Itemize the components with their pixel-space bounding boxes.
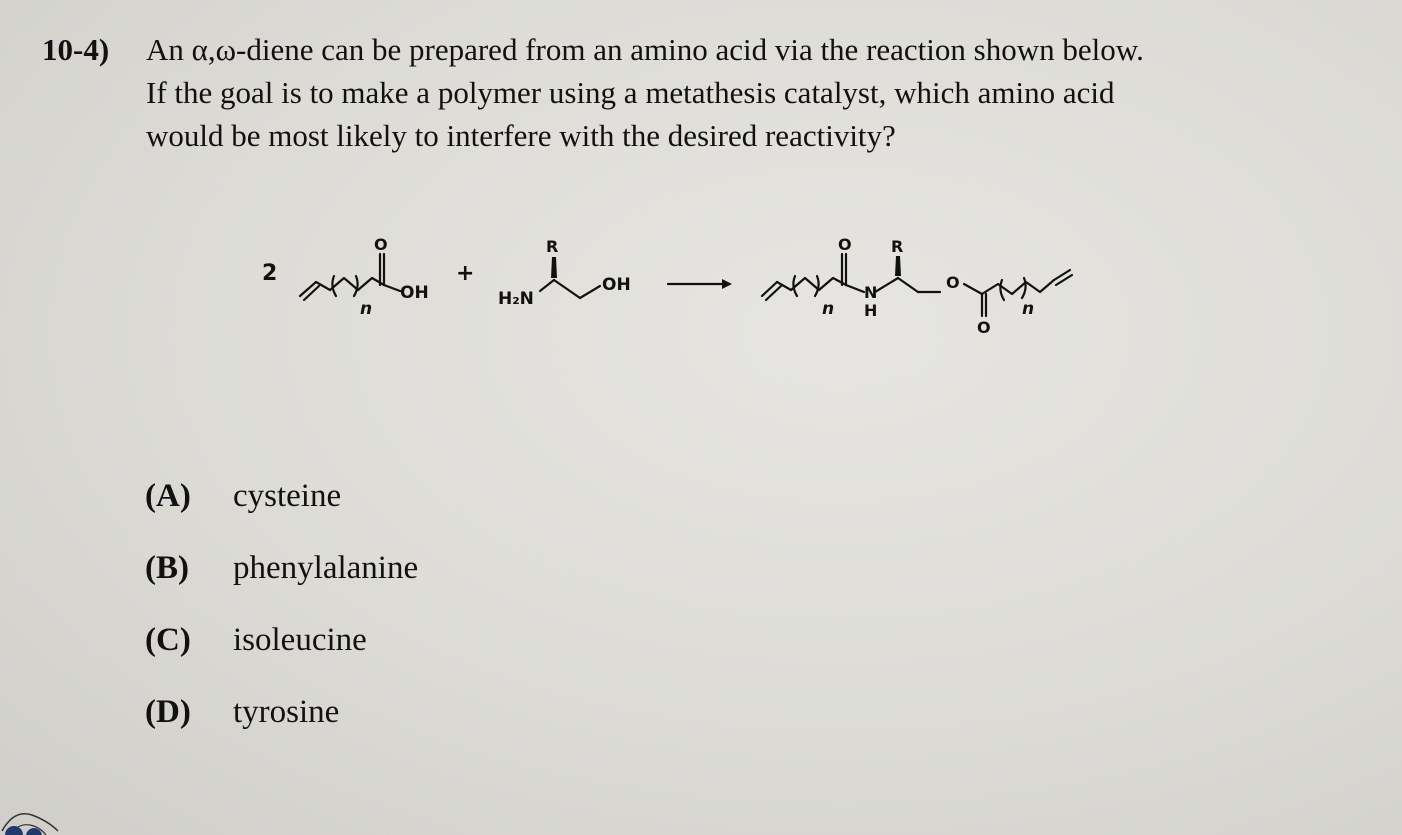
amine-r-label: R [546, 237, 559, 256]
product-amide-n: N [864, 283, 878, 302]
amine-h2n-label: H₂N [498, 289, 534, 309]
acid-repeat-n: n [360, 299, 373, 319]
product-amide-h: H [864, 301, 878, 320]
product-wedge [895, 256, 901, 276]
acid-skeleton [300, 254, 400, 300]
choice-a[interactable] [145, 478, 645, 550]
reaction-arrow-head [722, 279, 732, 289]
answer-choices [145, 478, 645, 766]
choice-b-text: phenylalanine [233, 550, 419, 586]
question-text [146, 28, 1326, 157]
product-r-label: R [891, 237, 904, 256]
amine-wedge [551, 257, 557, 278]
reaction-scheme [250, 222, 1090, 352]
product-right-paren-close [1022, 278, 1026, 298]
amine-oh-label: OH [602, 275, 631, 295]
choice-d-letter: (D) [145, 694, 191, 730]
product-repeat-n-left: n [822, 299, 835, 319]
choice-c-letter: (C) [145, 622, 191, 658]
product-ester-o: O [946, 273, 960, 292]
choice-b-letter: (B) [145, 550, 189, 586]
product-right-paren-open [1000, 280, 1004, 300]
product-ester-carbonyl-o: O [977, 318, 991, 337]
choice-c-text: isoleucine [233, 622, 367, 658]
acid-carbonyl-o: O [374, 235, 388, 254]
question-line-1: An α,ω-diene can be prepared from an amino acid via the reaction shown below. [146, 32, 1144, 67]
choice-b[interactable] [145, 550, 645, 622]
corner-doodle-icon [0, 795, 70, 835]
product-carbonyl-o: O [838, 235, 852, 254]
choice-a-text: cysteine [233, 478, 342, 514]
product-repeat-n-right: n [1022, 299, 1035, 319]
choice-d-text: tyrosine [233, 694, 340, 730]
coefficient-label: 2 [262, 261, 278, 286]
question-number: 10-4) [42, 32, 110, 67]
choice-a-letter: (A) [145, 478, 191, 514]
acid-oh-label: OH [400, 283, 429, 303]
reaction-scheme-drawing [250, 222, 1090, 352]
choice-d[interactable] [145, 694, 645, 766]
amine-skeleton [540, 280, 600, 298]
question-line-2: If the goal is to make a polymer using a metathesis catalyst, which amino acid [146, 75, 1115, 110]
plus-sign: + [456, 261, 475, 286]
choice-c[interactable] [145, 622, 645, 694]
question-line-3: would be most likely to interfere with the desired reactivity? [146, 118, 896, 153]
